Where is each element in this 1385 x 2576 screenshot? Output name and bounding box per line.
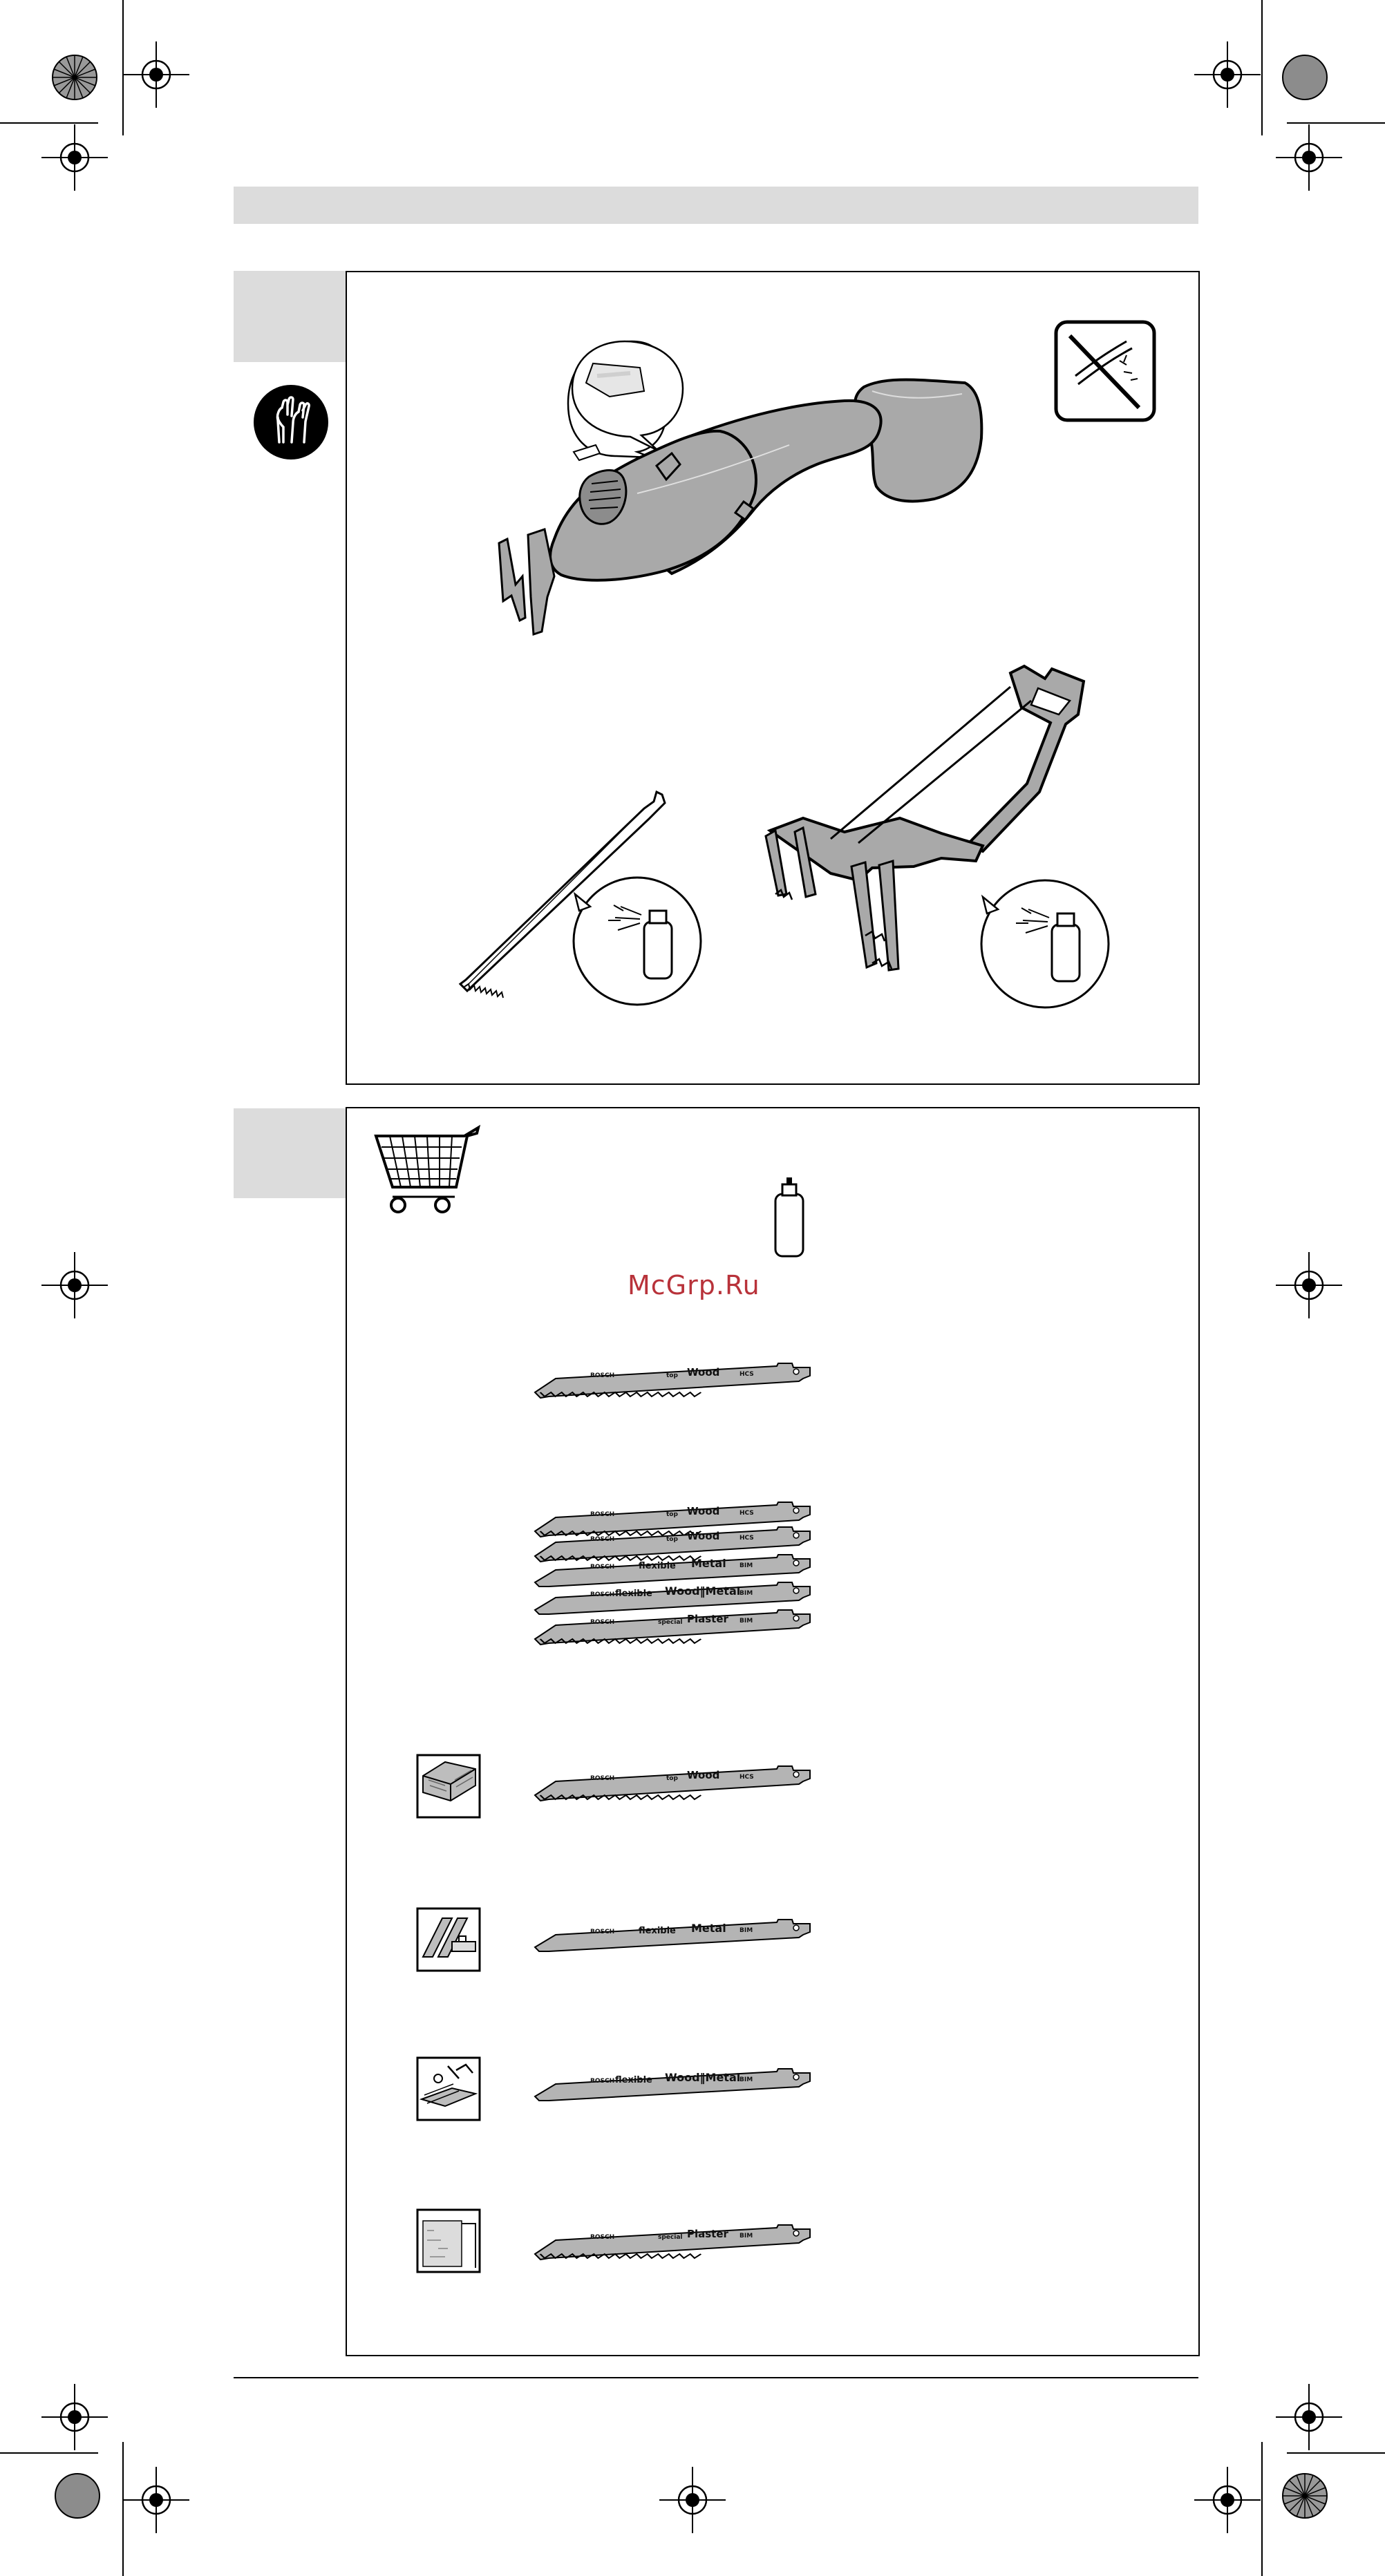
blade-code: BIM <box>739 1618 753 1625</box>
blade-material: Metal <box>691 1922 726 1935</box>
footer-rule <box>234 2377 1198 2378</box>
metal-material-icon <box>417 1909 480 1971</box>
blade-line: flexible <box>639 1561 676 1571</box>
blade-line: top <box>666 1511 678 1518</box>
composite-material-icon <box>417 2058 480 2120</box>
blade-code: BIM <box>739 1927 753 1934</box>
blade-line: special <box>658 2234 683 2241</box>
blade-line: flexible <box>639 1926 676 1936</box>
blade-code: BIM <box>739 1590 753 1597</box>
saw-blade <box>535 1582 810 1614</box>
blade-brand: BOSCH <box>590 1564 615 1571</box>
blade-line: top <box>666 1536 678 1543</box>
saw-blade <box>535 2225 810 2260</box>
blade-line: top <box>666 1775 678 1782</box>
blade-material: Wood <box>687 1769 720 1781</box>
blade-material: Plaster <box>687 1613 728 1625</box>
blade-code: BIM <box>739 1562 753 1569</box>
saw-blade <box>535 2069 810 2101</box>
blade-line: special <box>658 1619 683 1626</box>
saw-blade <box>535 1766 810 1801</box>
watermark: McGrp.Ru <box>628 1270 760 1300</box>
blade-brand: BOSCH <box>590 1536 615 1543</box>
blade-brand: BOSCH <box>590 1511 615 1518</box>
wood-material-icon <box>417 1755 480 1817</box>
blade-material: Wood <box>687 1366 720 1379</box>
blade-line: flexible <box>615 1589 652 1599</box>
blade-brand: BOSCH <box>590 1591 615 1598</box>
blade-material: Wood <box>687 1530 720 1542</box>
blade-brand: BOSCH <box>590 1372 615 1379</box>
blade-material: Metal <box>691 1557 726 1570</box>
blade-brand: BOSCH <box>590 1619 615 1626</box>
blade-code: HCS <box>739 1535 754 1542</box>
blade-code: HCS <box>739 1774 754 1781</box>
blade-code: BIM <box>739 2233 753 2239</box>
saw-blade <box>535 1610 810 1645</box>
blade-brand: BOSCH <box>590 2234 615 2241</box>
blade-code: HCS <box>739 1510 754 1517</box>
blade-material: Plaster <box>687 2228 728 2240</box>
plaster-material-icon <box>417 2210 480 2272</box>
blade-code: BIM <box>739 2076 753 2083</box>
blade-brand: BOSCH <box>590 2078 615 2085</box>
blade-material: Wood‖Metal <box>665 1584 741 1598</box>
blade-code: HCS <box>739 1371 754 1378</box>
blade-material: Wood <box>687 1505 720 1517</box>
blade-material: Wood‖Metal <box>665 2071 741 2084</box>
blade-brand: BOSCH <box>590 1929 615 1935</box>
saw-blade <box>535 1920 810 1951</box>
blade-brand: BOSCH <box>590 1775 615 1782</box>
blade-line: flexible <box>615 2075 652 2085</box>
saw-blade <box>535 1363 810 1398</box>
blade-line: top <box>666 1372 678 1379</box>
